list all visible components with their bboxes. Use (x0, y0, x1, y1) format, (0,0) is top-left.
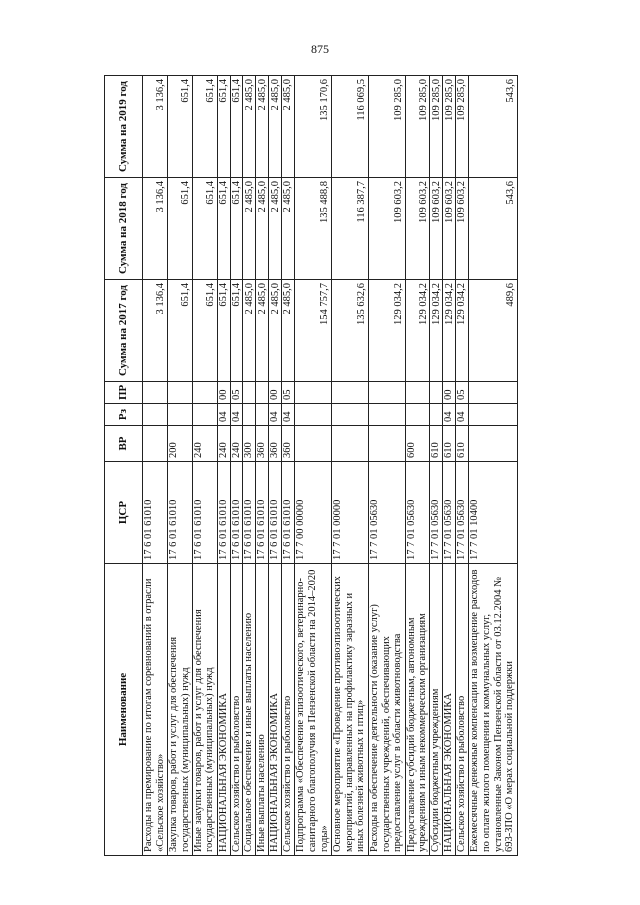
cell-sum-2019: 135 170,6 (295, 76, 332, 178)
cell-sum-2019: 109 285,0 (456, 76, 469, 178)
cell-vr (143, 426, 168, 462)
cell-vr: 610 (430, 426, 443, 462)
cell-rz (192, 404, 217, 426)
cell-name: Предоставление субсидий бюджетным, автономным учреждениям и иным некоммерческим организациям (405, 564, 430, 856)
table-row (243, 76, 256, 856)
cell-sum-2018: 2 485,0 (243, 178, 256, 280)
header-rz: Рз (105, 404, 143, 426)
budget-table (104, 75, 518, 856)
cell-sum-2018: 2 485,0 (282, 178, 295, 280)
cell-name: Сельское хозяйство и рыболовство (282, 564, 295, 856)
cell-pr (331, 382, 368, 404)
cell-pr: 00 (443, 382, 456, 404)
cell-sum-2019: 2 485,0 (282, 76, 295, 178)
cell-sum-2019: 109 285,0 (405, 76, 430, 178)
cell-vr (368, 426, 405, 462)
cell-sum-2017: 651,4 (192, 280, 217, 382)
cell-sum-2019: 2 485,0 (269, 76, 282, 178)
table-row (456, 76, 469, 856)
cell-pr (167, 382, 192, 404)
cell-sum-2018: 651,4 (230, 178, 243, 280)
cell-name: Субсидии бюджетным учреждениям (430, 564, 443, 856)
table-row (192, 76, 217, 856)
cell-name: Подпрограмма «Обеспечение эпизоотического, ветеринарно-санитарного благополучия в Пензенской области на 2014–2020 годы» (295, 564, 332, 856)
cell-sum-2018: 2 485,0 (269, 178, 282, 280)
cell-rz (167, 404, 192, 426)
cell-sum-2018: 135 488,8 (295, 178, 332, 280)
table-row (331, 76, 368, 856)
cell-sum-2017: 2 485,0 (269, 280, 282, 382)
cell-sum-2019: 651,4 (230, 76, 243, 178)
cell-csr: 17 6 01 61010 (256, 462, 269, 564)
cell-sum-2019: 651,4 (217, 76, 230, 178)
cell-vr: 200 (167, 426, 192, 462)
cell-csr: 17 6 01 61010 (143, 462, 168, 564)
cell-name: Сельское хозяйство и рыболовство (230, 564, 243, 856)
cell-csr: 17 6 01 61010 (192, 462, 217, 564)
cell-pr (295, 382, 332, 404)
cell-sum-2018: 109 603,2 (443, 178, 456, 280)
cell-name: Иные закупки товаров, работ и услуг для обеспечения государственных (муниципальных) нужд (192, 564, 217, 856)
table-row (368, 76, 405, 856)
cell-pr (469, 382, 518, 404)
cell-sum-2018: 543,6 (469, 178, 518, 280)
cell-csr: 17 6 01 61010 (269, 462, 282, 564)
cell-name: Закупка товаров, работ и услуг для обеспечения государственных (муниципальных) нужд (167, 564, 192, 856)
cell-name: Ежемесячные денежные компенсации на возмещение расходов по оплате жилого помещения и коммунальных услуг, установленные Законом Пензенской области от 03.12.2004 № 693-ЗПО «О мерах социальной поддержки (469, 564, 518, 856)
cell-sum-2019: 651,4 (167, 76, 192, 178)
cell-csr: 17 7 01 05630 (443, 462, 456, 564)
cell-vr: 360 (256, 426, 269, 462)
cell-vr: 240 (230, 426, 243, 462)
cell-name: НАЦИОНАЛЬНАЯ ЭКОНОМИКА (443, 564, 456, 856)
cell-sum-2018: 109 603,2 (456, 178, 469, 280)
header-name: Наименование (105, 564, 143, 856)
cell-rz: 04 (269, 404, 282, 426)
cell-sum-2019: 2 485,0 (256, 76, 269, 178)
cell-sum-2017: 2 485,0 (256, 280, 269, 382)
cell-csr: 17 6 01 61010 (282, 462, 295, 564)
table-row (295, 76, 332, 856)
cell-pr: 00 (269, 382, 282, 404)
cell-rz (331, 404, 368, 426)
cell-sum-2018: 109 603,2 (430, 178, 443, 280)
header-pr: ПР (105, 382, 143, 404)
cell-vr (295, 426, 332, 462)
cell-csr: 17 6 01 61010 (243, 462, 256, 564)
cell-sum-2017: 489,6 (469, 280, 518, 382)
cell-vr: 610 (456, 426, 469, 462)
rotated-table-frame (104, 76, 518, 856)
cell-sum-2019: 109 285,0 (430, 76, 443, 178)
cell-sum-2018: 651,4 (192, 178, 217, 280)
cell-vr: 360 (269, 426, 282, 462)
cell-csr: 17 7 00 00000 (295, 462, 332, 564)
cell-sum-2018: 109 603,2 (405, 178, 430, 280)
cell-sum-2018: 116 387,7 (331, 178, 368, 280)
cell-pr (243, 382, 256, 404)
cell-rz: 04 (230, 404, 243, 426)
table-row (217, 76, 230, 856)
cell-sum-2019: 109 285,0 (443, 76, 456, 178)
header-sum-2017: Сумма на 2017 год (105, 280, 143, 382)
header-csr: ЦСР (105, 462, 143, 564)
table-row (282, 76, 295, 856)
cell-rz: 04 (282, 404, 295, 426)
cell-pr: 05 (456, 382, 469, 404)
header-sum-2019: Сумма на 2019 год (105, 76, 143, 178)
cell-sum-2017: 2 485,0 (282, 280, 295, 382)
cell-pr (143, 382, 168, 404)
cell-sum-2017: 129 034,2 (430, 280, 443, 382)
cell-sum-2018: 2 485,0 (256, 178, 269, 280)
cell-rz (469, 404, 518, 426)
page-number: 875 (311, 42, 329, 56)
cell-pr: 05 (230, 382, 243, 404)
cell-name: НАЦИОНАЛЬНАЯ ЭКОНОМИКА (269, 564, 282, 856)
cell-rz (243, 404, 256, 426)
cell-sum-2017: 2 485,0 (243, 280, 256, 382)
cell-sum-2019: 116 069,5 (331, 76, 368, 178)
cell-vr: 610 (443, 426, 456, 462)
cell-rz (368, 404, 405, 426)
cell-name: Сельское хозяйство и рыболовство (456, 564, 469, 856)
cell-csr: 17 7 01 05630 (456, 462, 469, 564)
table-row (430, 76, 443, 856)
cell-sum-2017: 135 632,6 (331, 280, 368, 382)
cell-csr: 17 7 01 10400 (469, 462, 518, 564)
table-row (405, 76, 430, 856)
cell-sum-2017: 651,4 (167, 280, 192, 382)
cell-name: НАЦИОНАЛЬНАЯ ЭКОНОМИКА (217, 564, 230, 856)
cell-sum-2018: 651,4 (167, 178, 192, 280)
cell-sum-2018: 651,4 (217, 178, 230, 280)
cell-pr (368, 382, 405, 404)
table-row (143, 76, 168, 856)
cell-name: Социальное обеспечение и иные выплаты населению (243, 564, 256, 856)
cell-sum-2017: 154 757,7 (295, 280, 332, 382)
cell-rz (143, 404, 168, 426)
cell-pr (256, 382, 269, 404)
cell-vr (469, 426, 518, 462)
cell-sum-2019: 109 285,0 (368, 76, 405, 178)
table-row (443, 76, 456, 856)
cell-sum-2017: 129 034,2 (443, 280, 456, 382)
cell-csr: 17 6 01 61010 (217, 462, 230, 564)
cell-rz: 04 (443, 404, 456, 426)
cell-sum-2017: 651,4 (217, 280, 230, 382)
cell-rz (430, 404, 443, 426)
table-header-row (105, 76, 143, 856)
cell-sum-2017: 129 034,2 (456, 280, 469, 382)
cell-vr: 300 (243, 426, 256, 462)
cell-rz (405, 404, 430, 426)
cell-sum-2017: 129 034,2 (405, 280, 430, 382)
cell-name: Основное мероприятие «Проведение противоэпизоотических мероприятий, направленных на профилактику заразных и иных болезней животных и птиц» (331, 564, 368, 856)
cell-sum-2019: 3 136,4 (143, 76, 168, 178)
table-row (230, 76, 243, 856)
header-sum-2018: Сумма на 2018 год (105, 178, 143, 280)
table-row (469, 76, 518, 856)
cell-rz: 04 (456, 404, 469, 426)
cell-sum-2019: 2 485,0 (243, 76, 256, 178)
cell-sum-2017: 129 034,2 (368, 280, 405, 382)
cell-rz (295, 404, 332, 426)
cell-sum-2019: 651,4 (192, 76, 217, 178)
cell-csr: 17 7 01 00000 (331, 462, 368, 564)
cell-name: Иные выплаты населению (256, 564, 269, 856)
cell-sum-2018: 3 136,4 (143, 178, 168, 280)
cell-pr: 00 (217, 382, 230, 404)
cell-sum-2017: 3 136,4 (143, 280, 168, 382)
cell-name: Расходы на премирование по итогам соревнований в отрасли «Сельское хозяйство» (143, 564, 168, 856)
cell-vr: 600 (405, 426, 430, 462)
cell-rz (256, 404, 269, 426)
cell-sum-2018: 109 603,2 (368, 178, 405, 280)
cell-vr: 240 (192, 426, 217, 462)
cell-pr: 05 (282, 382, 295, 404)
table-row (256, 76, 269, 856)
cell-csr: 17 7 01 05630 (405, 462, 430, 564)
cell-pr (192, 382, 217, 404)
cell-csr: 17 7 01 05630 (430, 462, 443, 564)
header-vr: ВР (105, 426, 143, 462)
cell-rz: 04 (217, 404, 230, 426)
cell-csr: 17 6 01 61010 (167, 462, 192, 564)
cell-sum-2019: 543,6 (469, 76, 518, 178)
cell-sum-2017: 651,4 (230, 280, 243, 382)
cell-csr: 17 6 01 61010 (230, 462, 243, 564)
cell-name: Расходы на обеспечение деятельности (оказание услуг) государственных учреждений, обеспечивающих предоставление услуг в области животноводства (368, 564, 405, 856)
cell-vr (331, 426, 368, 462)
cell-pr (405, 382, 430, 404)
cell-pr (430, 382, 443, 404)
table-row (269, 76, 282, 856)
cell-vr: 360 (282, 426, 295, 462)
cell-csr: 17 7 01 05630 (368, 462, 405, 564)
table-body (143, 76, 518, 856)
cell-vr: 240 (217, 426, 230, 462)
table-row (167, 76, 192, 856)
